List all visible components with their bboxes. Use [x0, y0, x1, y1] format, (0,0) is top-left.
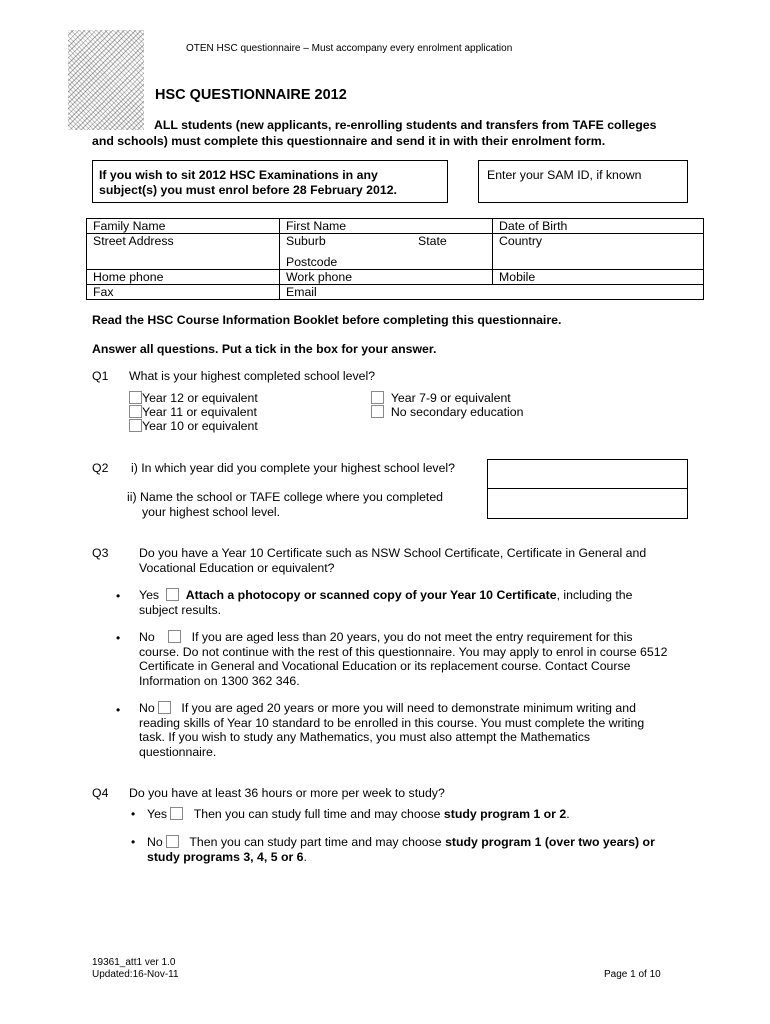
q2-number: Q2 [92, 461, 109, 475]
q4-no-line2-bold: study programs 3, 4, 5 or 6 [147, 849, 304, 864]
no-secondary-label: No secondary education [390, 405, 524, 419]
bullet-icon: • [116, 631, 121, 645]
q4-number: Q4 [92, 786, 109, 800]
year-completed-input[interactable] [487, 459, 688, 489]
q3-no-under20-checkbox[interactable] [168, 630, 181, 643]
q4-yes-text: Then you can study full time and may choose [193, 807, 444, 821]
footer-doc-info [92, 957, 179, 981]
q3-no-over20-option [139, 701, 644, 759]
personal-details-table [86, 218, 704, 300]
q2-part2-line2: your highest school level. [142, 504, 281, 519]
year10-checkbox[interactable] [129, 419, 142, 432]
q3-yes-rest: , including the [556, 588, 633, 602]
street-address-label: Street Address [93, 234, 174, 248]
year11-checkbox[interactable] [129, 405, 142, 418]
date-of-birth-field[interactable] [493, 219, 704, 234]
q3-question [139, 546, 646, 575]
q1-option-year7-9[interactable] [371, 391, 511, 405]
suburb-label: Suburb [286, 234, 326, 248]
q2-part1: i) In which year did you complete your highest school level? [131, 461, 455, 475]
school-name-input[interactable] [487, 488, 688, 519]
postcode-label: Postcode [286, 255, 338, 269]
country-field[interactable] [493, 234, 704, 270]
q3-no-under20-label: No [139, 630, 155, 644]
state-label: State [418, 234, 447, 248]
first-name-label: First Name [286, 219, 347, 233]
q3-no-over20-line4: questionnaire. [139, 744, 217, 759]
q4-no-label: No [147, 835, 163, 849]
page-number: Page 1 of 10 [604, 969, 661, 980]
q3-yes-label: Yes [139, 588, 160, 602]
q3-no-over20-line1: If you are aged 20 years or more you will need to demonstrate minimum writing and [181, 701, 636, 715]
read-booklet-instruction: Read the HSC Course Information Booklet before completing this questionnaire. [92, 313, 562, 327]
bullet-icon: • [116, 703, 121, 717]
q3-number: Q3 [92, 546, 109, 560]
q1-number: Q1 [92, 369, 109, 383]
no-secondary-checkbox[interactable] [371, 405, 384, 418]
notice-line-1: If you wish to sit 2012 HSC Examinations in any [99, 168, 378, 182]
street-address-field[interactable] [87, 234, 280, 270]
enrol-deadline-notice [92, 160, 448, 203]
mobile-label: Mobile [499, 270, 536, 284]
intro-line-1: ALL students (new applicants, re-enrolling students and transfers from TAFE colleges [154, 118, 657, 132]
year12-label: Year 12 or equivalent [142, 391, 258, 405]
q1-option-year12[interactable] [129, 391, 258, 405]
q2-part2-line1: ii) Name the school or TAFE college where you completed [127, 490, 443, 504]
q4-yes-option [147, 807, 570, 821]
fax-label: Fax [93, 285, 114, 299]
fax-field[interactable] [87, 285, 280, 300]
first-name-field[interactable] [280, 219, 493, 234]
q3-no-under20-line3: Certificate in General and Vocational Education or its replacement course. Contact Course [139, 659, 631, 673]
q3-question-line2: Vocational Education or equivalent? [139, 560, 335, 575]
country-label: Country [499, 234, 543, 248]
q1-option-year10[interactable] [129, 419, 258, 433]
bullet-icon: • [131, 807, 136, 821]
work-phone-label: Work phone [286, 270, 353, 284]
home-phone-field[interactable] [87, 270, 280, 285]
q4-yes-end: . [566, 807, 570, 821]
footer-updated: Updated:16-Nov-11 [92, 969, 179, 980]
mobile-field[interactable] [493, 270, 704, 285]
q4-yes-bold: study program 1 or 2 [443, 807, 567, 821]
q3-no-over20-checkbox[interactable] [158, 701, 171, 714]
family-name-field[interactable] [87, 219, 280, 234]
q4-no-line2-end: . [303, 849, 307, 864]
q3-no-under20-option [139, 630, 667, 688]
page-title: HSC QUESTIONNAIRE 2012 [155, 87, 347, 103]
q4-question: Do you have at least 36 hours or more per week to study? [129, 786, 445, 800]
q4-no-text: Then you can study part time and may choose [189, 835, 446, 849]
year11-label: Year 11 or equivalent [142, 405, 257, 419]
q3-question-line1: Do you have a Year 10 Certificate such as NSW School Certificate, Certificate in General and [139, 546, 647, 560]
q3-yes-option [139, 588, 632, 617]
q3-yes-bold-text: Attach a photocopy or scanned copy of your Year 10 Certificate [185, 588, 557, 602]
q2-part2 [127, 490, 443, 519]
home-phone-label: Home phone [93, 270, 164, 284]
q4-no-bold: study program 1 (over two years) or [445, 835, 655, 849]
bullet-icon: • [131, 835, 136, 849]
q3-no-under20-line2: course. Do not continue with the rest of this questionnaire. You may apply to enrol in course 6512 [139, 644, 668, 659]
answer-instruction: Answer all questions. Put a tick in the box for your answer. [92, 342, 437, 356]
intro-text [92, 118, 712, 149]
q3-no-over20-label: No [139, 701, 155, 715]
q1-question: What is your highest completed school level? [129, 369, 376, 383]
year12-checkbox[interactable] [129, 391, 142, 404]
notice-line-2: subject(s) you must enrol before 28 February 2012. [99, 183, 397, 197]
oten-logo [68, 30, 144, 130]
sam-id-field[interactable] [478, 160, 688, 203]
footer-doc-id: 19361_att1 ver 1.0 [92, 957, 176, 968]
q3-no-over20-line2: reading skills of Year 10 standard to be enrolled in this course. You must complete the writing [139, 715, 645, 730]
q4-no-checkbox[interactable] [166, 835, 179, 848]
q3-yes-checkbox[interactable] [166, 588, 179, 601]
year7-9-label: Year 7-9 or equivalent [390, 391, 511, 405]
year7-9-checkbox[interactable] [371, 391, 384, 404]
q3-yes-line2: subject results. [139, 602, 222, 617]
q4-yes-label: Yes [147, 807, 168, 821]
q3-no-under20-line4: Information on 1300 362 346. [139, 673, 300, 688]
suburb-state-postcode-field[interactable] [280, 234, 493, 270]
intro-line-2: and schools) must complete this questionnaire and send it in with their enrolment form. [92, 133, 606, 148]
date-of-birth-label: Date of Birth [499, 219, 568, 233]
email-field[interactable] [280, 285, 704, 300]
q1-option-no-secondary[interactable] [371, 405, 523, 419]
q3-no-over20-line3: task. If you wish to study any Mathematics, you must also attempt the Mathematics [139, 730, 591, 744]
work-phone-field[interactable] [280, 270, 493, 285]
q4-no-option [147, 835, 655, 864]
q1-option-year11[interactable] [129, 405, 257, 419]
bullet-icon: • [116, 589, 121, 603]
q3-no-under20-line1: If you are aged less than 20 years, you do not meet the entry requirement for this [191, 630, 633, 644]
q4-yes-checkbox[interactable] [170, 807, 183, 820]
family-name-label: Family Name [93, 219, 166, 233]
email-label: Email [286, 285, 317, 299]
sam-id-label: Enter your SAM ID, if known [487, 168, 642, 182]
running-header: OTEN HSC questionnaire – Must accompany every enrolment application [186, 43, 513, 54]
year10-label: Year 10 or equivalent [142, 419, 258, 433]
